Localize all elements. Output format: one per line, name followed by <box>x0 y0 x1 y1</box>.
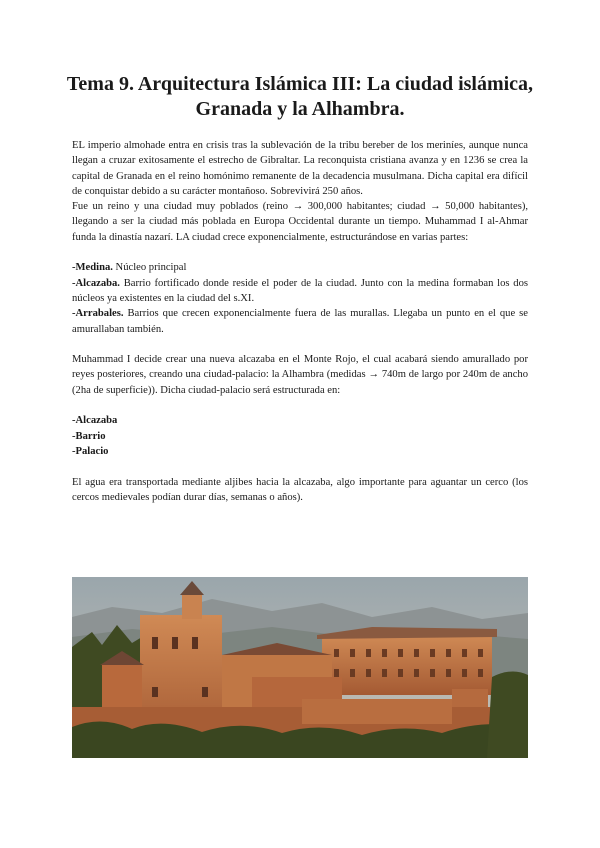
list-item-label: -Arrabales. <box>72 308 124 320</box>
list-item-medina <box>72 260 528 275</box>
title-line-2: Granada y la Alhambra. <box>195 98 405 120</box>
alhambra-photo-illustration <box>72 577 528 758</box>
list-item-label: -Medina. <box>72 262 113 274</box>
structure-item-barrio: -Barrio <box>72 430 106 442</box>
paragraph-alhambra: Muhammad I decide crear una nueva alcazaba en el Monte Rojo, el cual acabará siendo amurallado por reyes posteriores, creando una ciudad-palacio: la Alhambra (medidas → 740m de largo por 240m de ancho (2ha de superficie)). Dicha ciudad-palacio será estructurada en: <box>72 354 528 396</box>
title-line-1: Tema 9. Arquitectura Islámica III: La ciudad islámica, <box>66 73 534 95</box>
paragraph-water: El agua era transportada mediante aljibes hacia la alcazaba, algo importante para aguantar un cerco (los cercos medievales podían durar días, semanas o años). <box>72 476 528 503</box>
paragraph-intro: EL imperio almohade entra en crisis tras la sublevación de la tribu bereber de los meriníes, aunque nunca llegan a cruzar exitosamente el estrecho de Gibraltar. La reconquista cristiana avanza y en 1236 se crea la capital de Granada en el reino homónimo remanente de la decadencia musulmana. Dicha capital era difícil de conquistar debido a su carácter montañoso. Sobrevivirá 250 años. <box>72 140 528 197</box>
list-item-text: Barrio fortificado donde reside el poder de la ciudad. Junto con la medina formaban los dos núcleos ya existentes en la ciudad del s.XI. <box>72 277 528 304</box>
list-item-text: Barrios que crecen exponencialmente fuera de las murallas. Llegaba un punto en el que se amurallaban también. <box>72 308 528 335</box>
document-body <box>72 138 528 505</box>
list-item-arrabales <box>72 306 528 337</box>
alhambra-photo <box>72 577 528 758</box>
page-title <box>60 72 540 122</box>
list-item-label: -Alcazaba. <box>72 277 120 289</box>
list-item-alcazaba <box>72 276 528 307</box>
structure-item-alcazaba: -Alcazaba <box>72 415 118 427</box>
paragraph-founding: Fue un reino y una ciudad muy poblados (reino → 300,000 habitantes; ciudad → 50,000 habitantes), llegando a ser la ciudad más poblada en Europa Occidental durante un tiempo. Muhammad I al-Ahmar funda la dinastía nazarí. LA ciudad crece exponencialmente, estructurándose en varias partes: <box>72 201 528 243</box>
structure-item-palacio: -Palacio <box>72 445 109 457</box>
list-item-text: Núcleo principal <box>112 262 187 274</box>
